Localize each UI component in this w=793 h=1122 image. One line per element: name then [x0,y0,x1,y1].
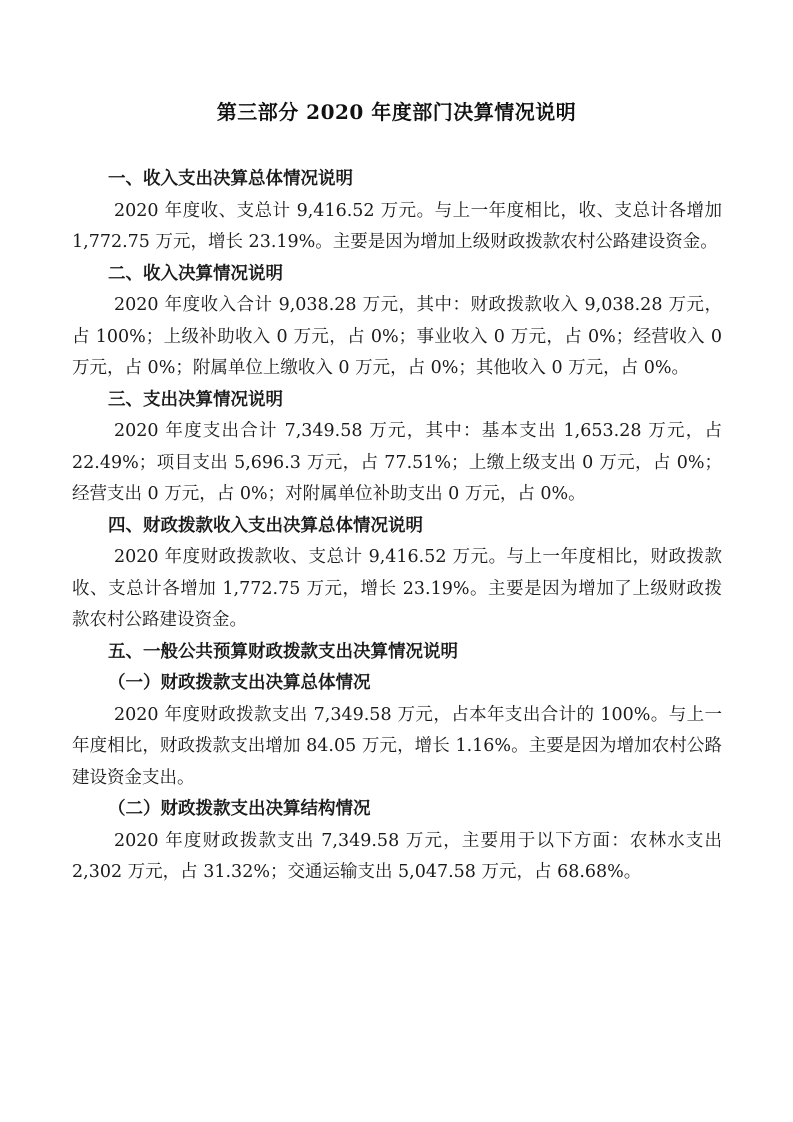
document-body [72,164,722,889]
page-title: 第三部分 2020 年度部门决算情况说明 [216,100,577,124]
section-4-text: 2020 年度财政拨款收、支总计 9,416.52 万元。与上一年度相比，财政拨款收、支总计各增加 1,772.75 万元，增长 23.19%。主要是因为增加了上级财政拨款农村公路建设资金。 [72,547,722,630]
section-5-sub2-heading: （二）财政拨款支出决算结构情况 [108,799,371,819]
section-1-heading: 一、收入支出决算总体情况说明 [108,169,353,189]
section-5-heading: 五、一般公共预算财政拨款支出决算情况说明 [108,641,458,662]
section-2-text: 2020 年度收入合计 9,038.28 万元，其中：财政拨款收入 9,038.28 万元，占 100%；上级补助收入 0 万元，占 0%；事业收入 0 万元，占 0%；经营收入 0 万元，占 0%；附属单位上缴收入 0 万元，占 0%；其他收入 0 万元，占 0%。 [72,295,722,378]
section-2-heading: 二、收入决算情况说明 [108,263,283,284]
section-3-text: 2020 年度支出合计 7,349.58 万元，其中：基本支出 1,653.28 万元，占 22.49%；项目支出 5,696.3 万元，占 77.51%；上缴上级支出 0 万元，占 0%；经营支出 0 万元，占 0%；对附属单位补助支出 0 万元，占 0%。 [72,421,722,504]
section-1-text: 2020 年度收、支总计 9,416.52 万元。与上一年度相比，收、支总计各增加 1,772.75 万元，增长 23.19%。主要是因为增加上级财政拨款农村公路建设资金。 [72,200,722,252]
section-5-sub2-text: 2020 年度财政拨款支出 7,349.58 万元，主要用于以下方面：农林水支出 2,302 万元，占 31.32%；交通运输支出 5,047.58 万元，占 68.68%。 [72,830,722,882]
section-5-sub1-text: 2020 年度财政拨款支出 7,349.58 万元，占本年支出合计的 100%。与上一年度相比，财政拨款支出增加 84.05 万元，增长 1.16%。主要是因为增加农村公路建设资金支出。 [72,704,722,788]
section-5-sub1-heading: （一）财政拨款支出决算总体情况 [108,673,371,693]
section-4-heading: 四、财政拨款收入支出决算总体情况说明 [108,515,423,536]
section-3-heading: 三、支出决算情况说明 [108,389,283,410]
